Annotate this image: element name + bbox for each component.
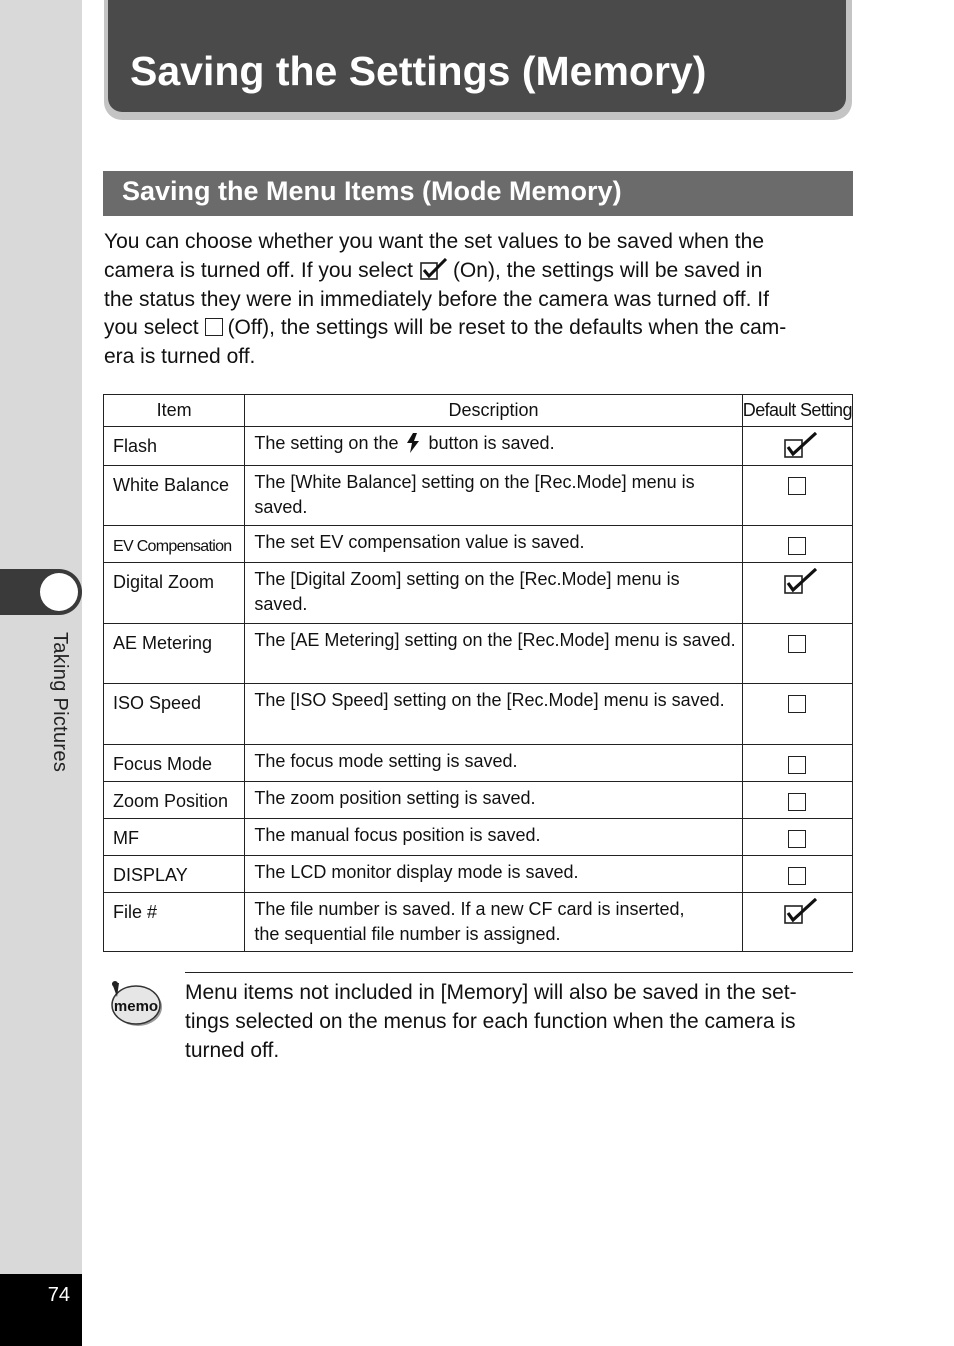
checkbox-empty-icon bbox=[788, 867, 806, 885]
item-name: File # bbox=[113, 902, 158, 922]
description-text: The file number is saved. If a new CF card is inserted, bbox=[254, 899, 685, 919]
item-name: AE Metering bbox=[113, 633, 213, 653]
description-cell: The focus mode setting is saved. bbox=[245, 745, 742, 782]
checkbox-checked-icon bbox=[419, 258, 449, 280]
table-row bbox=[104, 526, 853, 563]
table-row bbox=[104, 427, 853, 466]
description-cell: The [Digital Zoom] setting on the [Rec.Mode] menu is saved. bbox=[245, 563, 742, 624]
description-text: the sequential file number is assigned. bbox=[254, 924, 561, 944]
checkbox-empty-icon bbox=[788, 635, 806, 653]
table-row bbox=[104, 782, 853, 819]
checkbox-empty-icon bbox=[788, 793, 806, 811]
checkbox-empty-icon bbox=[788, 830, 806, 848]
item-cell bbox=[104, 856, 245, 893]
column-header-description: Description bbox=[245, 395, 742, 427]
checkbox-checked-icon bbox=[784, 568, 818, 594]
item-cell bbox=[104, 684, 245, 745]
column-header-default-setting: Default Setting bbox=[742, 395, 852, 427]
memo-icon bbox=[107, 980, 165, 1030]
checkbox-empty-icon bbox=[205, 318, 223, 336]
default-setting-cell bbox=[742, 624, 852, 684]
description-cell: The [White Balance] setting on the [Rec.Mode] menu is saved. bbox=[245, 466, 742, 526]
checkbox-checked-icon bbox=[784, 898, 818, 924]
checkbox-empty-icon bbox=[788, 695, 806, 713]
item-name: Zoom Position bbox=[113, 791, 229, 811]
item-cell bbox=[104, 624, 245, 684]
item-cell bbox=[104, 782, 245, 819]
item-name: Flash bbox=[113, 436, 158, 456]
intro-text: you select bbox=[104, 316, 199, 340]
description-cell bbox=[245, 893, 742, 952]
section-title: Saving the Menu Items (Mode Memory) bbox=[122, 176, 622, 206]
item-cell bbox=[104, 466, 245, 526]
item-cell bbox=[104, 819, 245, 856]
flash-icon bbox=[406, 433, 420, 453]
item-name: Digital Zoom bbox=[113, 572, 215, 592]
default-setting-cell bbox=[742, 466, 852, 526]
chapter-tab-dot-icon bbox=[40, 573, 78, 611]
intro-text: (Off), the settings will be reset to the defaults when the cam- bbox=[227, 316, 787, 340]
checkbox-empty-icon bbox=[788, 756, 806, 774]
description-cell: The set EV compensation value is saved. bbox=[245, 526, 742, 563]
description-cell bbox=[245, 427, 742, 466]
memo-note bbox=[185, 978, 857, 1065]
intro-line: the status they were in immediately before the camera was turned off. If bbox=[104, 287, 769, 311]
item-cell bbox=[104, 526, 245, 563]
table-row bbox=[104, 819, 853, 856]
description-cell: The [ISO Speed] setting on the [Rec.Mode] menu is saved. bbox=[245, 684, 742, 745]
item-name: EV Compensation bbox=[113, 538, 232, 555]
memo-line: turned off. bbox=[185, 1039, 280, 1062]
intro-line bbox=[104, 257, 856, 286]
item-name: ISO Speed bbox=[113, 693, 202, 713]
description-text: The setting on the bbox=[254, 433, 399, 453]
item-cell bbox=[104, 893, 245, 952]
description-text: button is saved. bbox=[428, 433, 555, 453]
intro-paragraph bbox=[104, 228, 856, 372]
table-row bbox=[104, 684, 853, 745]
memo-line: Menu items not included in [Memory] will also be saved in the set- bbox=[185, 981, 797, 1004]
item-name: Focus Mode bbox=[113, 754, 213, 774]
default-setting-cell bbox=[742, 563, 852, 624]
memo-icon-label: memo bbox=[113, 998, 159, 1015]
description-cell: The zoom position setting is saved. bbox=[245, 782, 742, 819]
default-setting-cell bbox=[742, 526, 852, 563]
item-cell bbox=[104, 427, 245, 466]
page-title: Saving the Settings (Memory) bbox=[130, 48, 707, 94]
memo-divider bbox=[185, 972, 853, 973]
table-row bbox=[104, 624, 853, 684]
column-header-item: Item bbox=[104, 395, 245, 427]
intro-line: You can choose whether you want the set values to be saved when the bbox=[104, 230, 765, 253]
checkbox-empty-icon bbox=[788, 537, 806, 555]
description-cell: The [AE Metering] setting on the [Rec.Mode] menu is saved. bbox=[245, 624, 742, 684]
item-name: MF bbox=[113, 828, 139, 848]
page-number: 74 bbox=[47, 1284, 70, 1306]
chapter-label: Taking Pictures bbox=[49, 632, 71, 773]
default-setting-cell bbox=[742, 745, 852, 782]
item-name: White Balance bbox=[113, 475, 230, 495]
table-row bbox=[104, 563, 853, 624]
table-row bbox=[104, 745, 853, 782]
default-setting-cell bbox=[742, 819, 852, 856]
table-header-row bbox=[104, 395, 853, 427]
default-setting-cell bbox=[742, 893, 852, 952]
intro-line bbox=[104, 314, 856, 343]
default-setting-cell bbox=[742, 684, 852, 745]
intro-text: (On), the settings will be saved in bbox=[452, 258, 763, 282]
item-name: DISPLAY bbox=[113, 865, 188, 885]
item-cell bbox=[104, 563, 245, 624]
default-setting-cell bbox=[742, 856, 852, 893]
memo-line: tings selected on the menus for each function when the camera is bbox=[185, 1010, 796, 1033]
default-setting-cell bbox=[742, 427, 852, 466]
intro-line: era is turned off. bbox=[104, 345, 256, 369]
table-row bbox=[104, 466, 853, 526]
item-cell bbox=[104, 745, 245, 782]
checkbox-empty-icon bbox=[788, 477, 806, 495]
intro-text: camera is turned off. If you select bbox=[104, 258, 413, 282]
default-setting-cell bbox=[742, 782, 852, 819]
checkbox-checked-icon bbox=[784, 432, 818, 458]
table-row bbox=[104, 893, 853, 952]
memory-settings-table bbox=[103, 394, 853, 952]
description-cell: The manual focus position is saved. bbox=[245, 819, 742, 856]
table-row bbox=[104, 856, 853, 893]
description-cell: The LCD monitor display mode is saved. bbox=[245, 856, 742, 893]
